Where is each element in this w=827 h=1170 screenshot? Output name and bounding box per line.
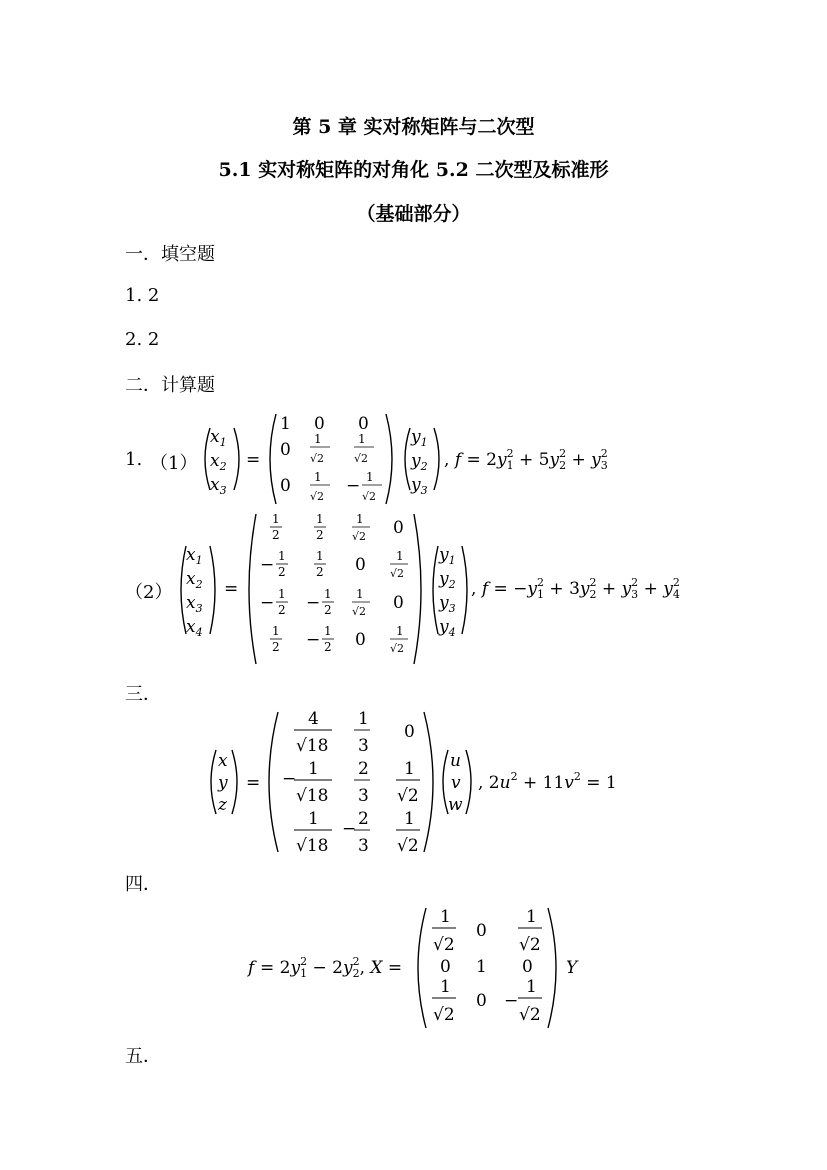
svg-text:0: 0	[355, 630, 366, 650]
svg-text:1: 1	[272, 624, 280, 638]
svg-text:0: 0	[280, 476, 291, 496]
svg-text:3: 3	[358, 836, 369, 856]
svg-text:1: 1	[358, 432, 366, 446]
svg-text:, 2u2 + 11v2 = 1: , $2u^2 + 11v^2 = 1$	[478, 770, 617, 793]
svg-text:0: 0	[404, 722, 415, 742]
calc-1-sub1-label: （1）	[150, 453, 198, 474]
section-4-heading: 四．	[125, 874, 161, 895]
svg-text:z: z	[218, 795, 227, 815]
svg-text:√2: √2	[390, 642, 405, 655]
svg-text:v: v	[451, 773, 461, 793]
formula-section-3	[211, 709, 617, 856]
svg-text:−: −	[342, 819, 357, 839]
svg-text:√2: √2	[397, 836, 419, 856]
svg-text:1: 1	[396, 549, 404, 563]
svg-text:1: 1	[324, 587, 332, 601]
svg-text:0: 0	[393, 518, 404, 538]
svg-text:0: 0	[522, 957, 533, 977]
svg-text:w: w	[448, 795, 463, 815]
svg-text:√2: √2	[519, 1005, 541, 1025]
svg-text:y2: $y_2$	[411, 451, 428, 473]
svg-text:x2: $x_2$	[210, 451, 227, 473]
fill-heading: 一．填空题	[125, 244, 215, 265]
svg-text:4: 4	[308, 709, 319, 729]
svg-text:2: 2	[272, 640, 280, 654]
svg-text:√2: √2	[433, 935, 455, 955]
svg-text:, f = −y21 + 3y22 + y23 + y24: , $f = -y^2$ $1 + 3y^2$ $2 + y^2$ $3 + y^2$ 4	[471, 576, 680, 601]
svg-text:1: 1	[404, 759, 415, 779]
svg-text:0: 0	[476, 991, 487, 1011]
section-3-heading: 三．	[125, 684, 161, 705]
svg-text:−: −	[260, 555, 275, 575]
svg-text:2: 2	[316, 565, 324, 579]
svg-text:1: 1	[396, 624, 404, 638]
svg-text:2: 2	[272, 528, 280, 542]
svg-text:1: 1	[278, 587, 286, 601]
calc-1-number: 1.	[125, 449, 143, 470]
section-5-heading: 五．	[125, 1046, 161, 1067]
svg-text:=: =	[246, 773, 261, 793]
svg-text:1: 1	[314, 432, 322, 446]
svg-text:√18: √18	[296, 736, 329, 756]
svg-text:√2: √2	[352, 605, 367, 618]
svg-text:x1: $x_1$	[186, 545, 203, 567]
svg-text:0: 0	[314, 414, 325, 434]
svg-text:1: 1	[308, 759, 319, 779]
svg-text:1: 1	[356, 587, 364, 601]
fill-answer-1: 1. 2	[125, 285, 160, 306]
svg-text:1: 1	[366, 470, 374, 484]
svg-text:2: 2	[358, 809, 369, 829]
formula-calc-1-1	[205, 414, 608, 504]
chapter-title: 第 5 章 实对称矩阵与二次型	[292, 116, 535, 138]
svg-text:√2: √2	[397, 786, 419, 806]
svg-text:=: =	[246, 450, 261, 470]
svg-text:√2: √2	[310, 452, 325, 465]
svg-text:−: −	[306, 593, 321, 613]
svg-text:= 2y21 − 2y22, X =: = $2y^2$ $1 - 2y^2$ 2, X =	[260, 955, 403, 980]
svg-text:√2: √2	[362, 490, 377, 503]
svg-text:x3: $x_3$	[186, 593, 203, 615]
svg-text:1: 1	[356, 512, 364, 526]
svg-text:x3: $x_3$	[210, 475, 227, 497]
svg-text:√2: √2	[310, 490, 325, 503]
svg-text:3: 3	[358, 736, 369, 756]
svg-text:√2: √2	[390, 567, 405, 580]
svg-text:1: 1	[278, 549, 286, 563]
svg-text:√2: √2	[519, 935, 541, 955]
svg-text:y3: $y_3$	[439, 593, 456, 615]
formula-calc-1-2	[181, 512, 680, 664]
svg-text:√18: √18	[296, 836, 329, 856]
svg-text:1: 1	[316, 549, 324, 563]
svg-text:√18: √18	[296, 786, 329, 806]
svg-text:0: 0	[440, 957, 451, 977]
svg-text:y2: $y_2$	[439, 569, 456, 591]
svg-text:x4: $x_4$	[186, 617, 203, 639]
part-title: （基础部分）	[356, 203, 471, 225]
svg-text:2: 2	[358, 759, 369, 779]
svg-text:3: 3	[358, 786, 369, 806]
svg-text:=: =	[224, 579, 239, 599]
svg-text:x: x	[218, 751, 228, 771]
fill-answer-2: 2. 2	[125, 329, 160, 350]
svg-text:√2: √2	[354, 452, 369, 465]
svg-text:1: 1	[314, 470, 322, 484]
calc-1-sub2-label: （2）	[125, 582, 173, 603]
svg-text:1: 1	[440, 977, 451, 997]
svg-text:1: 1	[272, 512, 280, 526]
svg-text:1: 1	[526, 907, 537, 927]
svg-text:√2: √2	[433, 1005, 455, 1025]
svg-text:2: 2	[278, 603, 286, 617]
svg-text:f: f	[248, 958, 255, 978]
svg-text:2: 2	[324, 603, 332, 617]
svg-text:√2: √2	[352, 530, 367, 543]
svg-text:y1: $y_1$	[439, 545, 456, 567]
svg-text:2: 2	[324, 640, 332, 654]
svg-text:y4: $y_4$	[439, 617, 456, 639]
svg-text:Y: Y	[566, 958, 578, 978]
svg-text:−: −	[306, 630, 321, 650]
svg-text:0: 0	[358, 414, 369, 434]
svg-text:y3: $y_3$	[411, 475, 428, 497]
section-title: 5.1 实对称矩阵的对角化 5.2 二次型及标准形	[218, 159, 609, 181]
svg-text:y1: $y_1$	[411, 427, 428, 449]
svg-text:1: 1	[404, 809, 415, 829]
svg-text:1: 1	[358, 709, 369, 729]
svg-text:1: 1	[308, 809, 319, 829]
calc-heading: 二．计算题	[125, 375, 215, 396]
svg-text:1: 1	[324, 624, 332, 638]
svg-text:0: 0	[393, 593, 404, 613]
svg-text:2: 2	[278, 565, 286, 579]
svg-text:0: 0	[280, 440, 291, 460]
svg-text:2: 2	[316, 528, 324, 542]
svg-text:−: −	[260, 593, 275, 613]
svg-text:−: −	[346, 476, 361, 496]
svg-text:x1: $x_1$	[210, 427, 227, 449]
svg-text:−: −	[282, 769, 297, 789]
svg-text:, f = 2y21 + 5y22 + y23: , $f = 2y^2$ $1 + 5y^2$ $2 + y^2$ 3	[444, 447, 608, 472]
svg-text:0: 0	[355, 555, 366, 575]
svg-text:1: 1	[316, 512, 324, 526]
svg-text:1: 1	[280, 414, 291, 434]
formula-section-4	[246, 907, 579, 1028]
svg-text:y: y	[218, 773, 228, 793]
svg-text:x2: $x_2$	[186, 569, 203, 591]
svg-text:1: 1	[440, 907, 451, 927]
svg-text:u: u	[450, 751, 461, 771]
svg-text:0: 0	[476, 921, 487, 941]
svg-text:−: −	[504, 991, 519, 1011]
svg-text:1: 1	[476, 957, 487, 977]
svg-text:1: 1	[526, 977, 537, 997]
